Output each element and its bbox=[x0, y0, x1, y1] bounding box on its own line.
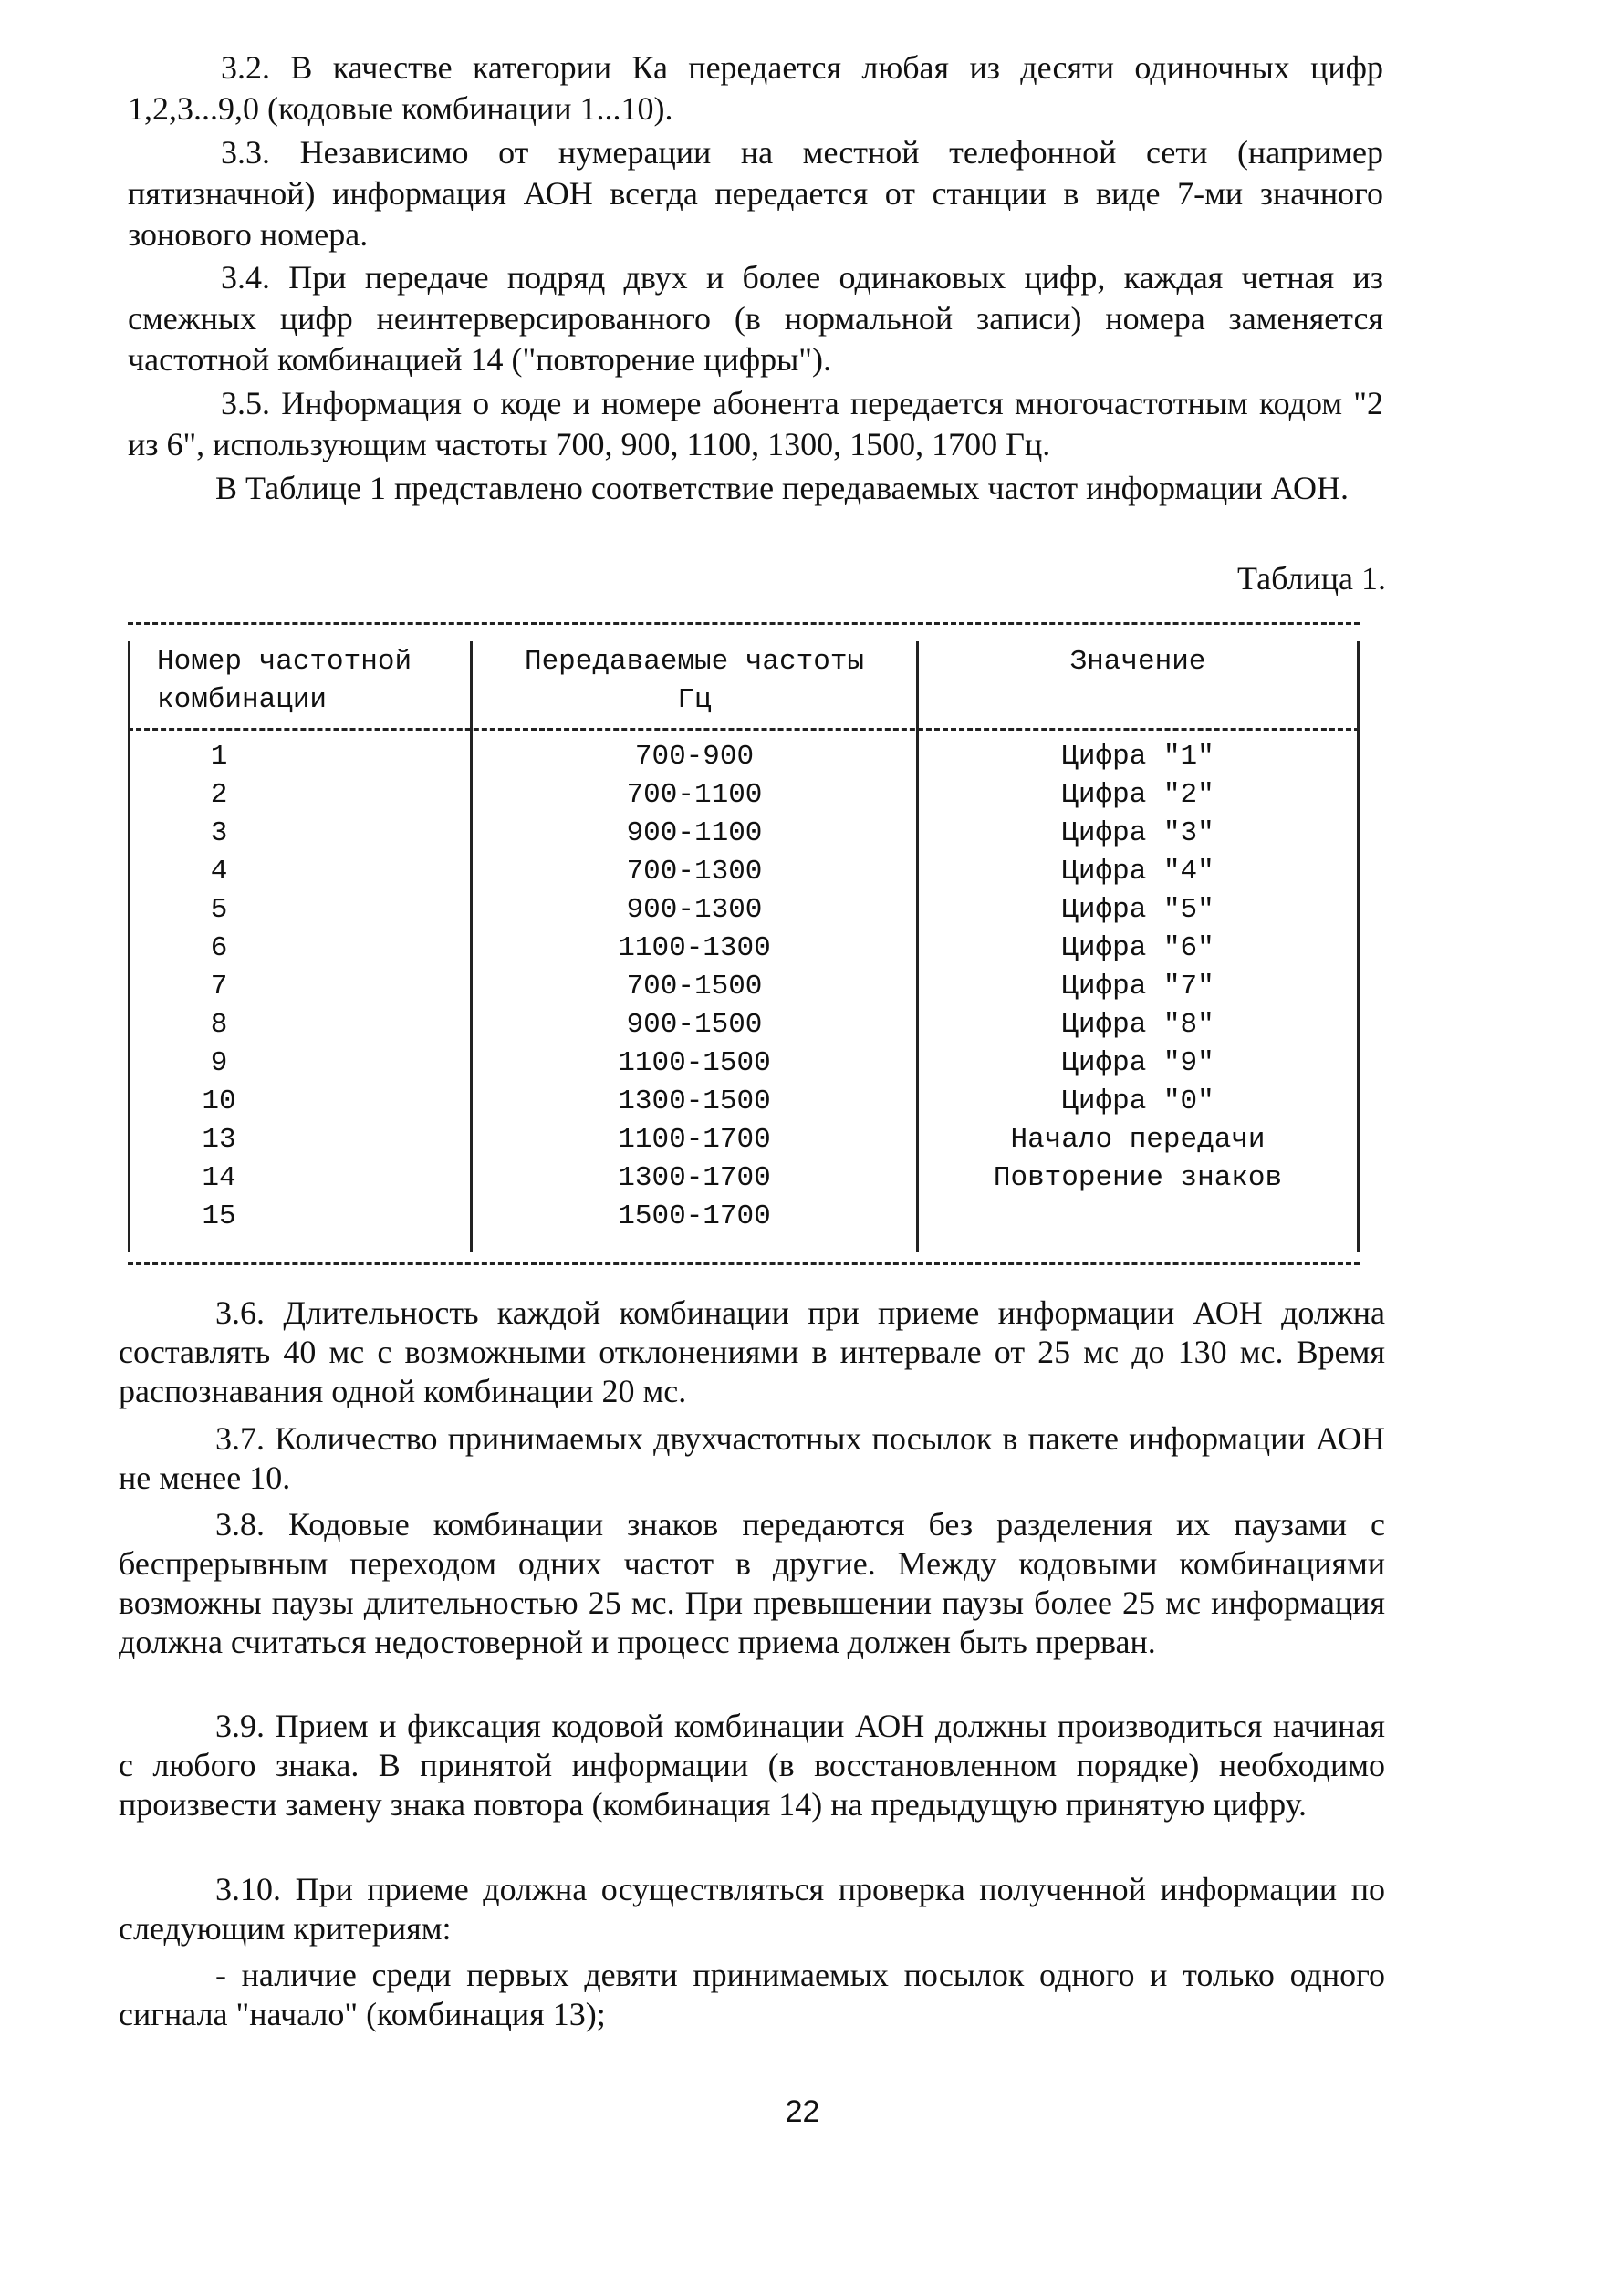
table-cell-frequency: 900-1300 bbox=[626, 894, 763, 926]
table-cell-number: 8 bbox=[210, 1009, 228, 1041]
table-cell-value: Цифра "2" bbox=[1061, 779, 1214, 811]
paragraph-3-4: 3.4. При передаче подряд двух и более одинаковых цифр, каждая четная из смежных цифр неинтерверсированного (в нормальной записи) номера заменяется частотной комбинацией 14 ("повторение цифры"). bbox=[128, 259, 1383, 378]
header-col2-line2: Гц bbox=[677, 684, 712, 716]
table-right-border bbox=[1357, 641, 1360, 1252]
table-cell-value: Цифра "9" bbox=[1061, 1047, 1214, 1079]
page-number: 22 bbox=[785, 2094, 820, 2129]
table-cell-frequency: 1100-1300 bbox=[618, 932, 771, 964]
table-cell-frequency: 1300-1700 bbox=[618, 1162, 771, 1194]
table-cell-value: Цифра "0" bbox=[1061, 1086, 1214, 1117]
paragraph-3-2: 3.2. В качестве категории Ка передается любая из десяти одиночных цифр 1,2,3...9,0 (кодовые комбинации 1...10). bbox=[128, 49, 1383, 127]
table-caption: Таблица 1. bbox=[1237, 560, 1386, 597]
table-cell-number: 5 bbox=[210, 894, 228, 926]
paragraph-3-7: 3.7. Количество принимаемых двухчастотных посылок в пакете информации АОН не менее 10. bbox=[119, 1420, 1385, 1496]
table-cell-number: 2 bbox=[210, 779, 228, 811]
table-cell-frequency: 700-1300 bbox=[626, 856, 763, 888]
paragraph-3-5: 3.5. Информация о коде и номере абонента передается многочастотным кодом "2 из 6", использующим частоты 700, 900, 1100, 1300, 1500, 1700 Гц. bbox=[128, 385, 1383, 462]
table-cell-frequency: 1100-1500 bbox=[618, 1047, 771, 1079]
table-cell-number: 3 bbox=[210, 817, 228, 849]
table-cell-value: Цифра "1" bbox=[1061, 741, 1214, 773]
table-cell-frequency: 700-1500 bbox=[626, 971, 763, 1003]
table-cell-value: Цифра "4" bbox=[1061, 856, 1214, 888]
paragraph-table-intro: В Таблице 1 представлено соответствие передаваемых частот информации АОН. bbox=[215, 470, 1349, 506]
table-cell-number: 4 bbox=[210, 856, 228, 888]
frequency-table bbox=[128, 609, 1360, 1284]
table-top-border bbox=[128, 622, 1360, 625]
paragraph-3-6: 3.6. Длительность каждой комбинации при приеме информации АОН должна составлять 40 мс с возможными отклонениями в интервале от 25 мс до 130 мс. Время распознавания одной комбинации 20 мс. bbox=[119, 1294, 1385, 1409]
paragraph-3-3: 3.3. Независимо от нумерации на местной телефонной сети (например пятизначной) информация АОН всегда передается от станции в виде 7-ми значного зонового номера. bbox=[128, 134, 1383, 253]
table-cell-number: 14 bbox=[202, 1162, 236, 1194]
table-cell-value: Цифра "5" bbox=[1061, 894, 1214, 926]
table-cell-number: 1 bbox=[210, 741, 228, 773]
table-cell-frequency: 700-900 bbox=[634, 741, 755, 773]
table-cell-value: Повторение знаков bbox=[993, 1162, 1283, 1194]
table-cell-value: Цифра "8" bbox=[1061, 1009, 1214, 1041]
table-cell-value: Цифра "3" bbox=[1061, 817, 1214, 849]
table-cell-value: Цифра "6" bbox=[1061, 932, 1214, 964]
table-cell-frequency: 900-1500 bbox=[626, 1009, 763, 1041]
table-cell-number: 7 bbox=[210, 971, 228, 1003]
header-col1-line2: комбинации bbox=[157, 684, 328, 716]
header-col2-line1: Передаваемые частоты bbox=[524, 646, 865, 678]
table-cell-value: Цифра "7" bbox=[1061, 971, 1214, 1003]
table-cell-number: 6 bbox=[210, 932, 228, 964]
table-cell-number: 9 bbox=[210, 1047, 228, 1079]
table-cell-frequency: 700-1100 bbox=[626, 779, 763, 811]
paragraph-criteria-1: - наличие среди первых девяти принимаемых посылок одного и только одного сигнала "начало" (комбинация 13); bbox=[119, 1957, 1385, 2032]
table-cell-value: Начало передачи bbox=[1010, 1124, 1266, 1156]
table-cell-number: 10 bbox=[202, 1086, 236, 1117]
paragraph-3-9: 3.9. Прием и фиксация кодовой комбинации АОН должны производиться начиная с любого знака. В принятой информации (в восстановленном порядке) необходимо произвести замену знака повтора (комбинация 14) на предыдущую принятую цифру. bbox=[119, 1708, 1385, 1823]
table-cell-frequency: 1100-1700 bbox=[618, 1124, 771, 1156]
table-cell-number: 15 bbox=[202, 1200, 236, 1232]
header-col1-line1: Номер частотной bbox=[157, 646, 412, 678]
table-left-border bbox=[128, 641, 130, 1252]
table-header-separator bbox=[128, 728, 1360, 731]
paragraph-3-8: 3.8. Кодовые комбинации знаков передаются без разделения их паузами с беспрерывным переходом одних частот в другие. Между кодовыми комбинациями возможны паузы длительностью 25 мс. При превышении паузы более 25 мс информация должна считаться недостоверной и процесс приема должен быть прерван. bbox=[119, 1506, 1385, 1660]
header-col3-line1: Значение bbox=[1069, 646, 1206, 678]
paragraph-3-10: 3.10. При приеме должна осуществляться проверка полученной информации по следующим критериям: bbox=[119, 1871, 1385, 1947]
table-cell-frequency: 900-1100 bbox=[626, 817, 763, 849]
table-bottom-border bbox=[128, 1262, 1360, 1265]
table-cell-frequency: 1500-1700 bbox=[618, 1200, 771, 1232]
table-cell-number: 13 bbox=[202, 1124, 236, 1156]
table-cell-frequency: 1300-1500 bbox=[618, 1086, 771, 1117]
